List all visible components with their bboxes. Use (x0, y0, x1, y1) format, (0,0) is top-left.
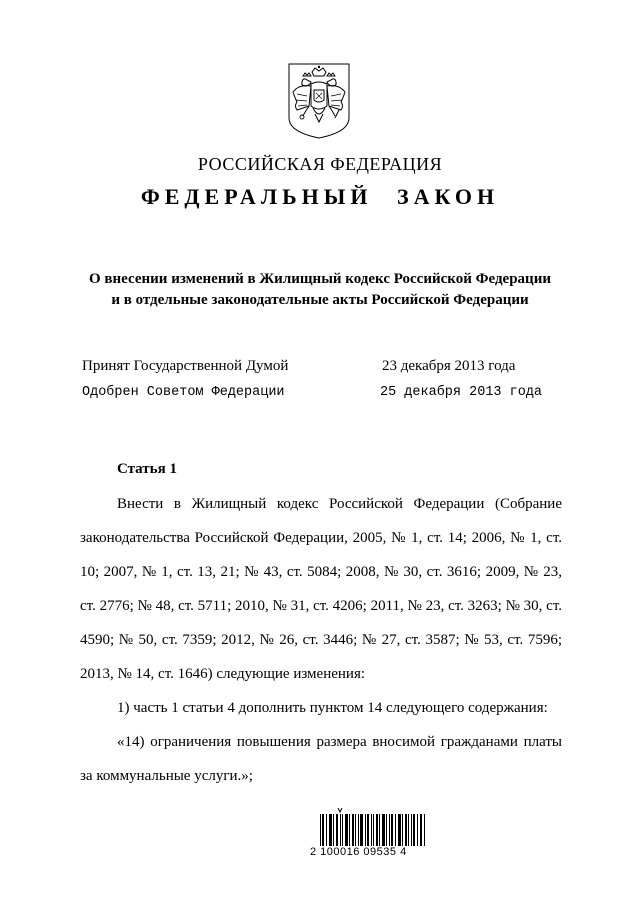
council-date: 25 декабря 2013 года (380, 385, 543, 400)
barcode-number: 2 100016 09535 4 (310, 846, 407, 858)
article-paragraph: Внести в Жилищный кодекс Российской Федерации (Собрание законодательства Российской Федерации, 2005, № 1, ст. 14; 2006, № 1, ст. 10; 2007, № 1, ст. 13, 21; № 43, ст. 5084; 2008, № 30, ст. 3616; 2009, № 23, ст. 2776; № 48, ст. 5711; 2010, № 31, ст. 4206; 2011, № 23, ст. 3263; № 30, ст. 4590; № 50, ст. 7359; 2012, № 26, ст. 3446; № 27, ст. 3587; № 53, ст. 7596; 2013, № 14, ст. 1646) следующие изменения: (80, 496, 562, 682)
law-title-line-2: и в отдельные законодательные акты Российской Федерации (111, 292, 529, 308)
article-quote: «14) ограничения повышения размера вносимой гражданами платы за коммунальные услуги.»; (80, 734, 562, 784)
coat-of-arms-emblem (285, 62, 353, 140)
law-title (0, 269, 640, 311)
duma-date: 23 декабря 2013 года (382, 358, 516, 374)
article-heading: Статья 1 (117, 461, 177, 477)
article-item-1: 1) часть 1 статьи 4 дополнить пунктом 14 следующего содержания: (117, 700, 548, 716)
law-title-line-1: О внесении изменений в Жилищный кодекс Российской Федерации (89, 271, 551, 287)
law-type-heading: ФЕДЕРАЛЬНЫЙ ЗАКОН (140, 184, 500, 209)
duma-label: Принят Государственной Думой (82, 358, 289, 374)
council-label: Одобрен Советом Федерации (82, 385, 285, 400)
article-body (80, 487, 562, 793)
country-name: РОССИЙСКАЯ ФЕДЕРАЦИЯ (197, 154, 443, 174)
